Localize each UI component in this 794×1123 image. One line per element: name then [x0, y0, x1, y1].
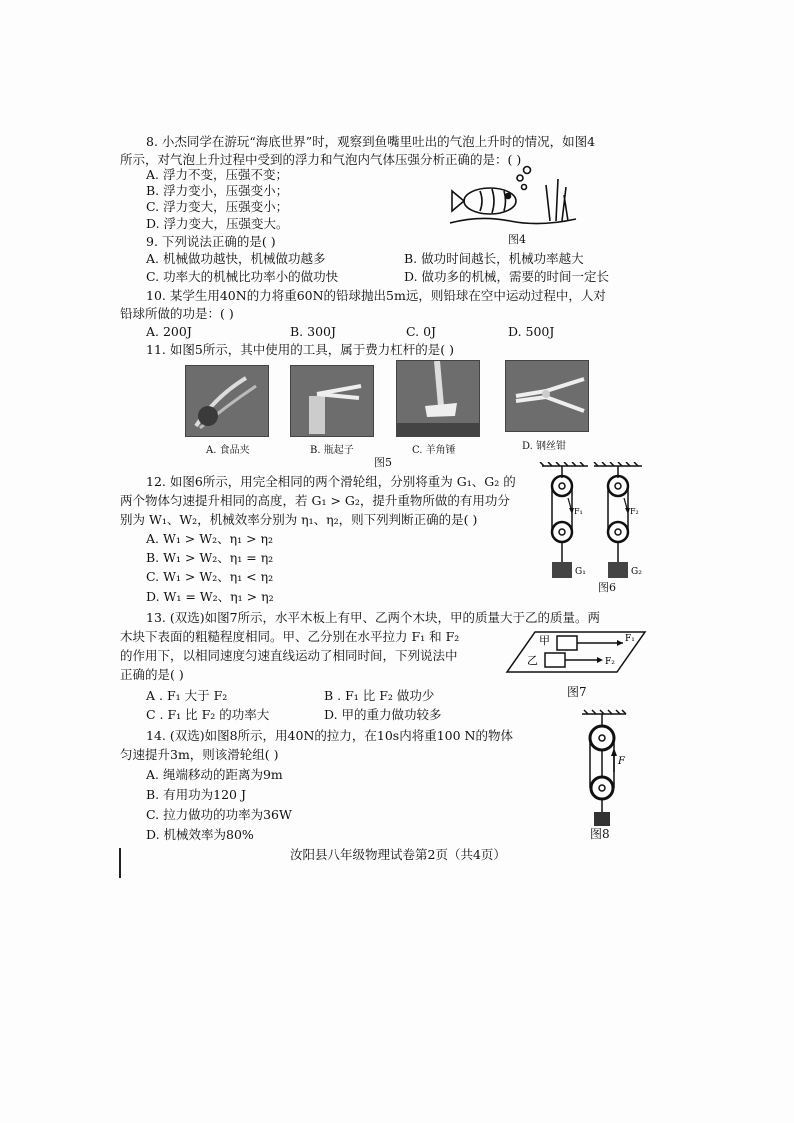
q8-option-a: A. 浮力不变，压强不变；	[146, 167, 288, 182]
figure-6-f1-label: F₁	[574, 507, 583, 516]
q14-option-a: A. 绳端移动的距离为9m	[146, 767, 283, 782]
q13-option-d: D. 甲的重力做功较多	[324, 707, 442, 722]
q13-option-a: A . F₁ 大于 F₂	[146, 688, 228, 703]
q12-option-d: D. W₁ = W₂、η₁ > η₂	[146, 589, 274, 604]
q8-stem-line2: 所示，对气泡上升过程中受到的浮力和气泡内气体压强分析正确的是：( )	[120, 152, 522, 167]
q12-stem-line1: 12. 如图6所示，用完全相同的两个滑轮组，分别将重为 G₁、G₂ 的	[146, 474, 516, 489]
page-footer: 汝阳县八年级物理试卷第2页（共4页）	[290, 847, 506, 862]
q9-stem: 9. 下列说法正确的是( )	[146, 234, 276, 249]
claw-hammer-photo	[396, 360, 480, 437]
figure-7-f1-label: F₁	[625, 634, 635, 644]
figure-5-caption: 图5	[374, 456, 392, 469]
q14-stem-line2: 匀速提升3m，则该滑轮组( )	[120, 747, 279, 762]
photo-c-caption: C. 羊角锤	[412, 445, 456, 456]
q13-stem-line3: 的作用下，以相同速度匀速直线运动了相同时间，下列说法中	[120, 648, 458, 663]
q13-stem-line2: 木块下表面的粗糙程度相同。甲、乙分别在水平拉力 F₁ 和 F₂	[120, 629, 460, 644]
figure-6-g2-label: G₂	[631, 567, 642, 577]
q12-option-b: B. W₁ > W₂、η₁ = η₂	[146, 550, 274, 565]
q8-option-b: B. 浮力变小，压强变小；	[146, 183, 289, 198]
q10-option-a: A. 200J	[146, 324, 192, 339]
figure-4-caption: 图4	[508, 233, 526, 246]
figure-7-blocks-on-board	[505, 628, 647, 678]
food-tongs-photo	[185, 365, 269, 437]
q8-stem-line1: 8. 小杰同学在游玩“海底世界”时，观察到鱼嘴里吐出的气泡上升时的情况，如图4	[146, 134, 596, 149]
q14-option-b: B. 有用功为120 J	[146, 787, 246, 802]
figure-7-f2-label: F₂	[605, 657, 615, 667]
bottle-opener-photo	[290, 365, 374, 437]
figure-7-caption: 图7	[567, 685, 587, 699]
figure-6-f2-label: F₂	[630, 507, 639, 516]
wire-pliers-photo	[505, 360, 589, 432]
q13-stem-line1: 13. (双选)如图7所示，水平木板上有甲、乙两个木块，甲的质量大于乙的质量。两	[146, 610, 601, 625]
q10-option-d: D. 500J	[508, 324, 555, 339]
q12-stem-line2: 两个物体匀速提升相同的高度，若 G₁ > G₂，提升重物所做的有用功分	[120, 493, 510, 508]
q13-option-c: C . F₁ 比 F₂ 的功率大	[146, 707, 270, 722]
figure-4-fish	[450, 165, 580, 235]
q10-option-b: B. 300J	[290, 324, 337, 339]
q13-option-b: B . F₁ 比 F₂ 做功少	[324, 688, 435, 703]
photo-d-caption: D. 钢丝钳	[522, 441, 567, 452]
q12-option-c: C. W₁ > W₂、η₁ < η₂	[146, 569, 274, 584]
q14-option-c: C. 拉力做功的功率为36W	[146, 807, 292, 822]
q10-stem-line2: 铅球所做的功是：( )	[120, 306, 234, 321]
q14-stem-line1: 14. (双选)如图8所示，用40N的拉力，在10s内将重100 N的物体	[146, 728, 513, 743]
figure-8-f-label: F	[618, 756, 625, 767]
figure-7-yi-label: 乙	[527, 654, 538, 667]
photo-b-caption: B. 瓶起子	[310, 445, 354, 456]
figure-8-caption: 图8	[590, 827, 610, 841]
q10-stem-line1: 10. 某学生用40N的力将重60N的铅球抛出5m远，则铅球在空中运动过程中，人对	[146, 288, 606, 303]
q10-option-c: C. 0J	[406, 324, 437, 339]
q11-stem: 11. 如图5所示，其中使用的工具，属于费力杠杆的是( )	[146, 342, 455, 357]
q9-option-c: C. 功率大的机械比功率小的做功快	[146, 269, 339, 284]
q13-stem-line4: 正确的是( )	[120, 667, 184, 682]
q12-option-a: A. W₁ > W₂、η₁ > η₂	[146, 531, 274, 546]
figure-6-pulley-systems	[538, 462, 648, 584]
figure-6-caption: 图6	[598, 581, 616, 594]
q9-option-b: B. 做功时间越长，机械功率越大	[404, 251, 584, 266]
q14-option-d: D. 机械效率为80%	[146, 827, 254, 842]
figure-6-g1-label: G₁	[575, 567, 586, 577]
q8-option-c: C. 浮力变大，压强变小；	[146, 199, 289, 214]
q8-option-d: D. 浮力变大，压强变大。	[146, 216, 289, 231]
figure-7-jia-label: 甲	[539, 634, 550, 647]
photo-a-caption: A. 食品夹	[206, 445, 250, 456]
q9-option-d: D. 做功多的机械，需要的时间一定长	[404, 269, 610, 284]
figure-8-pulley	[580, 708, 640, 828]
q9-option-a: A. 机械做功越快，机械做功越多	[146, 251, 326, 266]
margin-line	[119, 848, 121, 878]
q12-stem-line3: 别为 W₁、W₂，机械效率分别为 η₁、η₂，则下列判断正确的是( )	[120, 512, 478, 527]
